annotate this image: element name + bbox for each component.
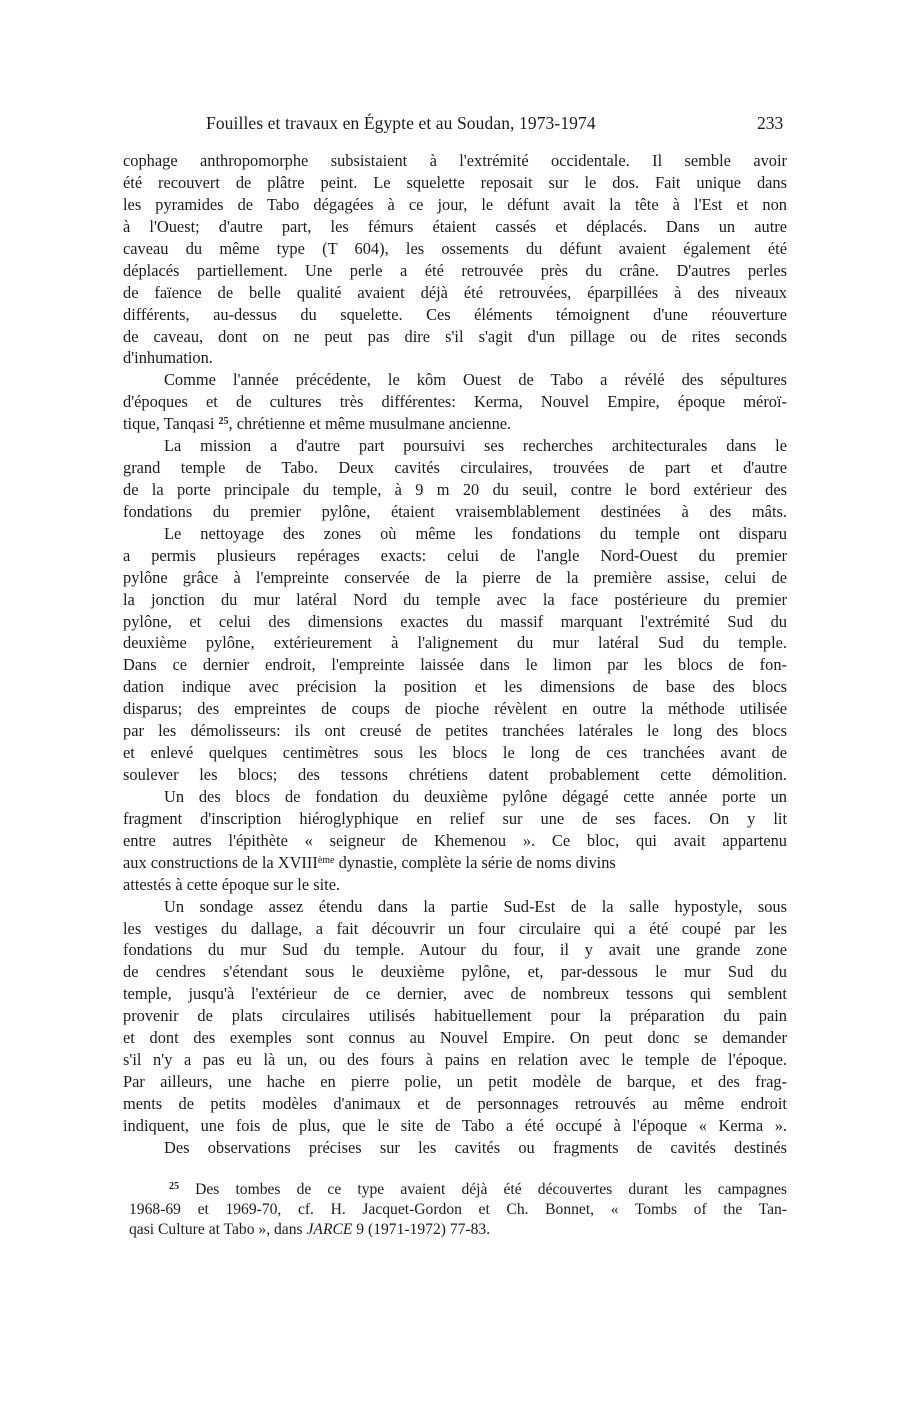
text-line: de caveau, dont on ne peut pas dire s'il s'agit d'un pillage ou de rites seconds (123, 327, 787, 346)
text-span: Des tombes de ce type avaient déjà été découvertes durant les campagnes (179, 1181, 787, 1198)
text-line: la jonction du mur latéral Nord du temple avec la face postérieure du premier (123, 590, 787, 609)
text-span: aux constructions de la XVIII (123, 853, 318, 872)
text-line: s'il n'y a pas eu là un, ou des fours à pains en relation avec le temple de l'époque. (123, 1050, 787, 1069)
text-line: par les démolisseurs: ils ont creusé de petites tranchées latérales le long des blocs (123, 721, 787, 740)
text-line: Dans ce dernier endroit, l'empreinte laissée dans le limon par les blocs de fon- (123, 655, 787, 674)
running-header-title: Fouilles et travaux en Égypte et au Soudan, 1973-1974 (206, 113, 596, 133)
journal-title: JARCE (306, 1221, 353, 1238)
text-line: deuxième pylône, extérieurement à l'alignement du mur latéral Sud du temple. (123, 633, 787, 652)
text-line: attestés à cette époque sur le site. (123, 875, 341, 894)
text-line: temple, jusqu'à l'extérieur de ce dernier, avec de nombreux tessons qui semblent (123, 984, 787, 1003)
footnote-line (129, 1220, 787, 1240)
text-line: d'inhumation. (123, 348, 213, 367)
text-line: provenir de plats circulaires utilisés habituellement pour la préparation du pain (123, 1006, 787, 1025)
text-line: et enlevé quelques centimètres sous les blocs le long de ces tranchées avant de (123, 743, 787, 762)
text-line: soulever les blocs; des tessons chrétiens datent probablement cette démolition. (123, 765, 787, 784)
text-line: déplacés partiellement. Une perle a été retrouvée près du crâne. D'autres perles (123, 261, 787, 280)
text-line: à l'Ouest; d'autre part, les fémurs étaient cassés et déplacés. Dans un autre (123, 217, 787, 236)
text-line: grand temple de Tabo. Deux cavités circulaires, trouvées de part et d'autre (123, 458, 787, 477)
text-line: pylône, et celui des dimensions exactes du massif marquant l'extrémité Sud du (123, 612, 787, 631)
text-line: de faïence de belle qualité avaient déjà été retrouvées, éparpillées à des niveaux (123, 283, 787, 302)
footnote-line (169, 1180, 787, 1200)
text-line: Par ailleurs, une hache en pierre polie, un petit modèle de barque, et des frag- (123, 1072, 787, 1091)
paragraph-first-line: La mission a d'autre part poursuivi ses recherches architecturales dans le (164, 436, 787, 455)
text-line: caveau du même type (T 604), les ossements du défunt avaient également été (123, 239, 787, 258)
text-line (123, 852, 787, 873)
text-line: différents, au-dessus du squelette. Ces éléments témoignent d'une réouverture (123, 305, 787, 324)
text-line: de la porte principale du temple, à 9 m 20 du seuil, contre le bord extérieur des (123, 480, 787, 499)
text-span: dynastie, complète la série de noms divins (334, 853, 616, 872)
text-line: entre autres l'épithète « seigneur de Khemenou ». Ce bloc, qui avait appartenu (123, 831, 787, 850)
page-number: 233 (757, 113, 784, 133)
text-line: d'époques et de cultures très différentes: Kerma, Nouvel Empire, époque méroï- (123, 392, 787, 411)
text-line: cophage anthropomorphe subsistaient à l'extrémité occidentale. Il semble avoir (123, 151, 787, 170)
text-line (123, 413, 787, 434)
text-span: tique, Tanqasi (123, 414, 215, 433)
text-span: 9 (1971-1972) 77-83. (352, 1221, 491, 1238)
paragraph-first-line: Comme l'année précédente, le kôm Ouest de Tabo a révélé des sépultures (164, 370, 787, 389)
text-line: de cendres s'étendant sous le deuxième pylône, et, par-dessous le mur Sud du (123, 962, 787, 981)
text-line: fragment d'inscription hiéroglyphique en relief sur une de ses faces. On y lit (123, 809, 787, 828)
footnote-reference: 25 (218, 416, 229, 427)
text-line: pylône grâce à l'empreinte conservée de la pierre de la première assise, celui de (123, 568, 787, 587)
text-line: été recouvert de plâtre peint. Le squelette reposait sur le dos. Fait unique dans (123, 173, 787, 192)
footnote-line: 1968-69 et 1969-70, cf. H. Jacquet-Gordon et Ch. Bonnet, « Tombs of the Tan- (129, 1201, 787, 1218)
superscript-text: ème (317, 855, 335, 866)
text-line: les pyramides de Tabo dégagées à ce jour, le défunt avait la tête à l'Est et non (123, 195, 787, 214)
paragraph-first-line: Le nettoyage des zones où même les fondations du temple ont disparu (164, 524, 787, 543)
text-span: , chrétienne et même musulmane ancienne. (228, 414, 512, 433)
text-span: qasi Culture at Tabo », dans (129, 1221, 307, 1238)
text-line: fondations du premier pylône, étaient vraisemblablement destinées à des mâts. (123, 502, 787, 521)
text-line: a permis plusieurs repérages exacts: celui de l'angle Nord-Ouest du premier (123, 546, 787, 565)
paragraph-first-line: Des observations précises sur les cavités ou fragments de cavités destinés (164, 1138, 787, 1157)
footnote-marker: 25 (169, 1181, 179, 1192)
paragraph-first-line: Un des blocs de fondation du deuxième pylône dégagé cette année porte un (164, 787, 787, 806)
text-line: les vestiges du dallage, a fait découvrir un four circulaire qui a été coupé par les (123, 919, 787, 938)
paragraph-first-line: Un sondage assez étendu dans la partie Sud-Est de la salle hypostyle, sous (164, 897, 787, 916)
text-line: indiquent, une fois de plus, que le site de Tabo a été occupé à l'époque « Kerma ». (123, 1116, 787, 1135)
text-line: ments de petits modèles d'animaux et de personnages retrouvés au même endroit (123, 1094, 787, 1113)
text-line: et dont des exemples sont connus au Nouvel Empire. On peut donc se demander (123, 1028, 787, 1047)
text-line: fondations du mur Sud du temple. Autour du four, il y avait une grande zone (123, 940, 787, 959)
text-line: dation indique avec précision la position et les dimensions de base des blocs (123, 677, 787, 696)
text-line: disparus; des empreintes de coups de pioche révèlent en outre la méthode utilisée (123, 699, 787, 718)
